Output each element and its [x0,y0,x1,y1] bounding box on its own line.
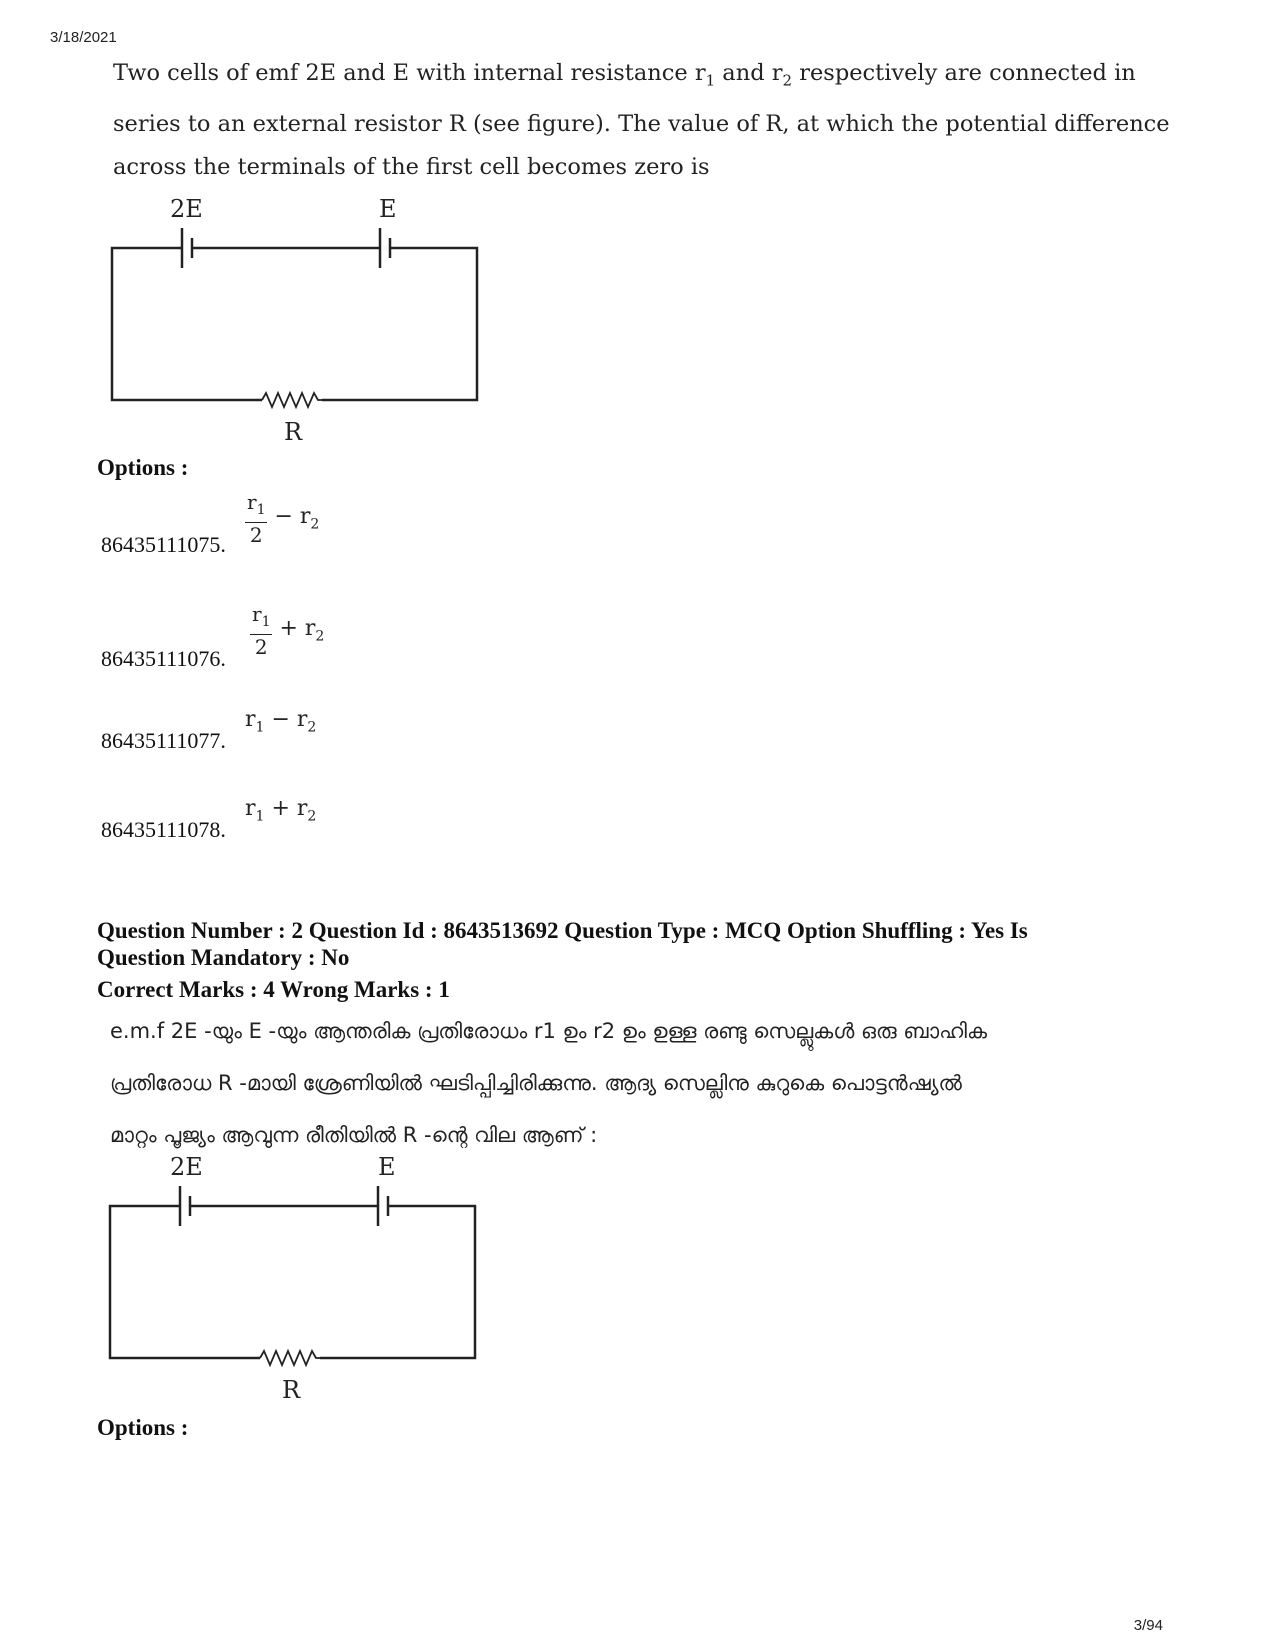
resistor-label-2: R [282,1376,301,1404]
question1-line3: across the terminals of the first cell becomes zero is [113,153,710,180]
circuit-diagram-2 [98,1148,498,1413]
option-4-id[interactable]: 86435111078. [101,817,226,842]
resistor-zigzag [262,393,322,407]
question2-text [110,1005,1190,1161]
resistor-label: R [284,418,303,446]
cell2-label-2: E [378,1153,396,1181]
question2-marks: Correct Marks : 4 Wrong Marks : 1 [97,977,450,1002]
cell2-label: E [379,195,397,223]
question2-meta [97,917,1177,971]
options-heading-2: Options : [97,1415,189,1440]
question2-meta-line2: Question Mandatory : No [97,945,350,970]
option-3-id[interactable]: 86435111077. [101,728,226,753]
option-4-formula: $r_1 + r_2$ [245,796,317,825]
question1-text [113,52,1183,189]
question2-meta-line1: Question Number : 2 Question Id : 8643513692 Question Type : MCQ Option Shuffling : Yes Is [97,918,1028,943]
question1-line2: series to an external resistor R (see figure). The value of R, at which the potential difference [113,110,1170,137]
cell1-label: 2E [170,195,203,223]
options-heading-1: Options : [97,455,189,480]
cell1-label-2: 2E [170,1153,203,1181]
question1-line1: Two cells of emf 2E and E with internal resistance $r_1$ and $r_2$ respectively are connected in [113,60,1136,90]
option-1-formula: $\frac{r_1}{2}$ − $r_2$ [247,490,320,547]
option-3-formula: $r_1 - r_2$ [245,707,317,736]
question2-line3: മാറ്റം പൂജ്യം ആവുന്ന രീതിയിൽ R -ന്റെ വില ആണ് : [110,1123,598,1147]
question2-line2: പ്രതിരോധ R -മായി ശ്രേണിയിൽ ഘടിപ്പിച്ചിരിക്കുന്നു. ആദ്യ സെല്ലിനു കുറുകെ പൊട്ടൻഷ്യൽ [110,1071,962,1095]
circuit-diagram-1 [100,190,500,455]
option-2-id[interactable]: 86435111076. [101,646,226,671]
print-date: 3/18/2021 [50,29,117,46]
question2-line1: e.m.f 2E -യും E -യും ആന്തരിക പ്രതിരോധം r1 ഉം r2 ഉം ഉള്ള രണ്ടു സെല്ലുകൾ ഒരു ബാഹിക [110,1019,987,1043]
option-1-id[interactable]: 86435111075. [101,532,226,557]
page-number: 3/94 [1133,1617,1163,1634]
option-2-formula: $\frac{r_1}{2}$ + $r_2$ [252,602,325,659]
